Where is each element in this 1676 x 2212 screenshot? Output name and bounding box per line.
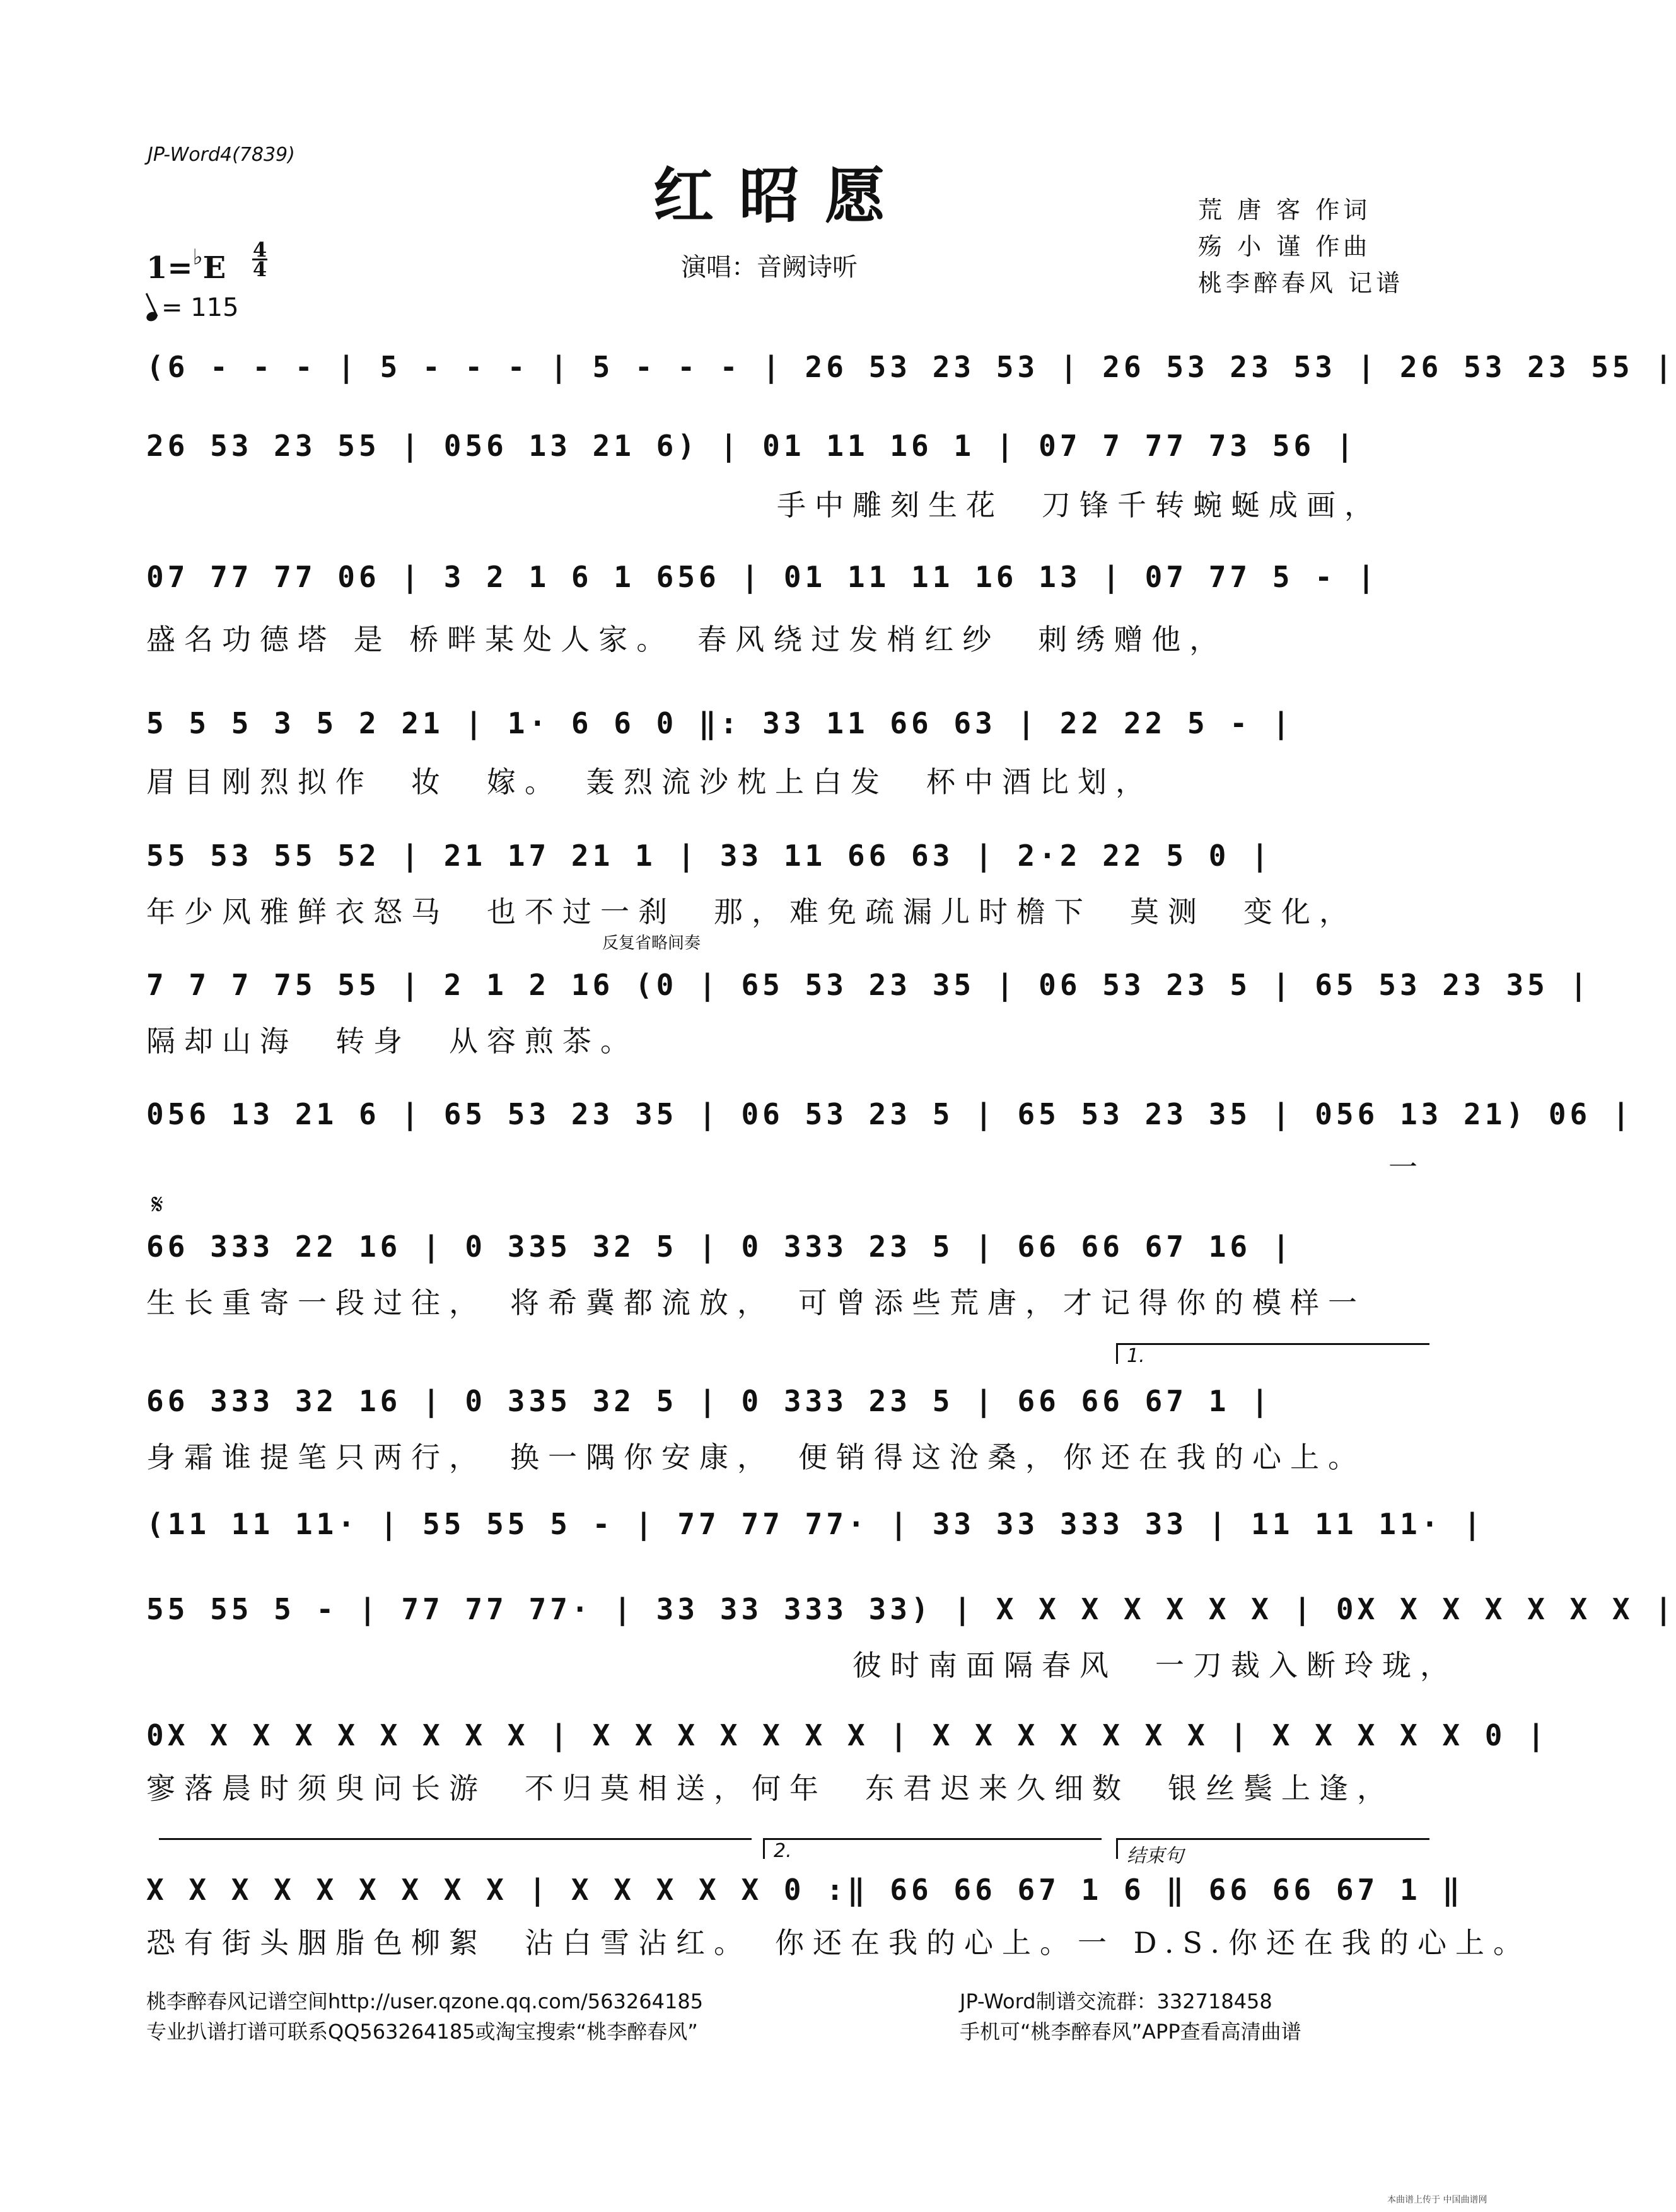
lyric-line-4: 眉目刚烈拟作 妆 嫁。 轰烈流沙枕上白发 杯中酒比划， (146, 765, 1153, 799)
volta-2: 2. (763, 1838, 1102, 1859)
software-label: JP-Word4(7839) (148, 144, 295, 166)
time-sig-bottom: 4 (252, 257, 267, 281)
staff-line-3: 07 77 77 06 | 3 2 1 6 1 656 | 01 11 11 16 13 | 07 77 5 - | (146, 560, 1379, 594)
footer-left-2: 专业扒谱打谱可联系QQ563264185或淘宝搜索“桃李醉春风” (146, 2020, 698, 2044)
lyric-line-13: 恐有街头胭脂色柳絮 沾白雪沾红。 你还在我的心上。一 D.S.你还在我的心上。 (146, 1926, 1531, 1960)
credit-lyricist: 荒 唐 客 作词 (1198, 196, 1371, 224)
lyric-line-2: 手中雕刻生花 刀锋千转蜿蜒成画， (777, 488, 1382, 522)
footer-left-1: 桃李醉春风记谱空间http://user.qzone.qq.com/563264185 (146, 1989, 704, 2013)
tempo-value: = 115 (161, 293, 239, 322)
staff-line-7: 056 13 21 6 | 65 53 23 35 | 06 53 23 5 | 65 53 23 35 | 056 13 21) 06 | (146, 1097, 1634, 1131)
singer-line: 演唱：音阙诗听 (681, 253, 858, 282)
footer-right-1: JP-Word制谱交流群：332718458 (960, 1989, 1272, 2013)
staff-line-8: 66 333 22 16 | 0 335 32 5 | 0 333 23 5 | 66 66 67 16 | (146, 1230, 1294, 1264)
lyric-line-11: 彼时南面隔春风 一刀裁入断玲珑， (853, 1648, 1458, 1682)
staff-line-10: (11 11 11· | 55 55 5 - | 77 77 77· | 33 33 333 33 | 11 11 11· | (146, 1507, 1485, 1541)
staff-line-2: 26 53 23 55 | 056 13 21 6) | 01 11 16 1 | 07 7 77 73 56 | (146, 429, 1358, 463)
key-note: E (202, 250, 226, 286)
tempo-marking (146, 293, 239, 322)
staff-line-5: 55 53 55 52 | 21 17 21 1 | 33 11 66 63 | 2·2 22 5 0 | (146, 839, 1272, 873)
upload-watermark: 本曲谱上传于 中国曲谱网 (1387, 2195, 1487, 2205)
staff-line-13: X X X X X X X X X | X X X X X 0 :‖ 66 66 67 1 6 ‖ 66 66 67 1 ‖ (146, 1873, 1464, 1907)
time-sig-top: 4 (252, 238, 267, 262)
staff-line-1: (6 - - - | 5 - - - | 5 - - - | 26 53 23 53 | 26 53 23 53 | 26 53 23 55 | (146, 350, 1676, 384)
staff-line-4: 5 5 5 3 5 2 21 | 1· 6 6 0 ‖: 33 11 66 63 | 22 22 5 - | (146, 706, 1294, 740)
lyric-line-6: 隔却山海 转身 从容煎茶。 (146, 1024, 638, 1058)
footer (146, 1986, 1426, 2047)
credit-transcriber: 桃李醉春风 记谱 (1198, 269, 1404, 297)
lyric-line-3: 盛名功德塔 是 桥畔某处人家。 春风绕过发梢红纱 刺绣赠他， (146, 622, 1228, 656)
lyric-line-8: 生长重寄一段过往， 将希冀都流放， 可曾添些荒唐，才记得你的模样一 (146, 1286, 1366, 1320)
lyric-line-12: 寥落晨时须臾问长游 不归莫相送，何年 东君迟来久细数 银丝鬓上逢， (146, 1771, 1395, 1805)
staff-line-6: 7 7 7 75 55 | 2 1 2 16 (0 | 65 53 23 35 | 06 53 23 5 | 65 53 23 35 | (146, 968, 1592, 1002)
quarter-note-icon (145, 310, 159, 323)
segno-icon: 𝄋 (151, 1189, 163, 1221)
staff-line-9: 66 333 32 16 | 0 335 32 5 | 0 333 23 5 | 66 66 67 1 | (146, 1384, 1272, 1418)
key-signature (146, 245, 226, 286)
time-signature (252, 238, 267, 281)
lyric-line-9: 身霜谁提笔只两行， 换一隅你安康， 便销得这沧桑，你还在我的心上。 (146, 1440, 1366, 1474)
credit-composer: 殇 小 谨 作曲 (1198, 233, 1371, 260)
volta-1: 1. (1116, 1343, 1429, 1364)
staff-line-11: 55 55 5 - | 77 77 77· | 33 33 333 33) | X X X X X X X | 0X X X X X X X | (146, 1592, 1676, 1626)
lyric-line-5: 年少风雅鲜衣怒马 也不过一刹 那，难免疏漏儿时檐下 莫测 变化， (146, 895, 1357, 929)
repeat-note: 反复省略间奏 (602, 934, 701, 953)
lyric-line-7: 一 (1388, 1150, 1426, 1184)
key-label: 1= (146, 250, 193, 286)
staff-line-12: 0X X X X X X X X X | X X X X X X X | X X X X X X X | X X X X X 0 | (146, 1718, 1549, 1752)
ending-label: 结束句 (1116, 1838, 1429, 1859)
song-title: 红昭愿 (653, 160, 911, 231)
flat-icon: ♭ (192, 245, 203, 270)
footer-right-2: 手机可“桃李醉春风”APP查看高清曲谱 (960, 2020, 1301, 2044)
tuplet-bracket (159, 1838, 752, 1840)
